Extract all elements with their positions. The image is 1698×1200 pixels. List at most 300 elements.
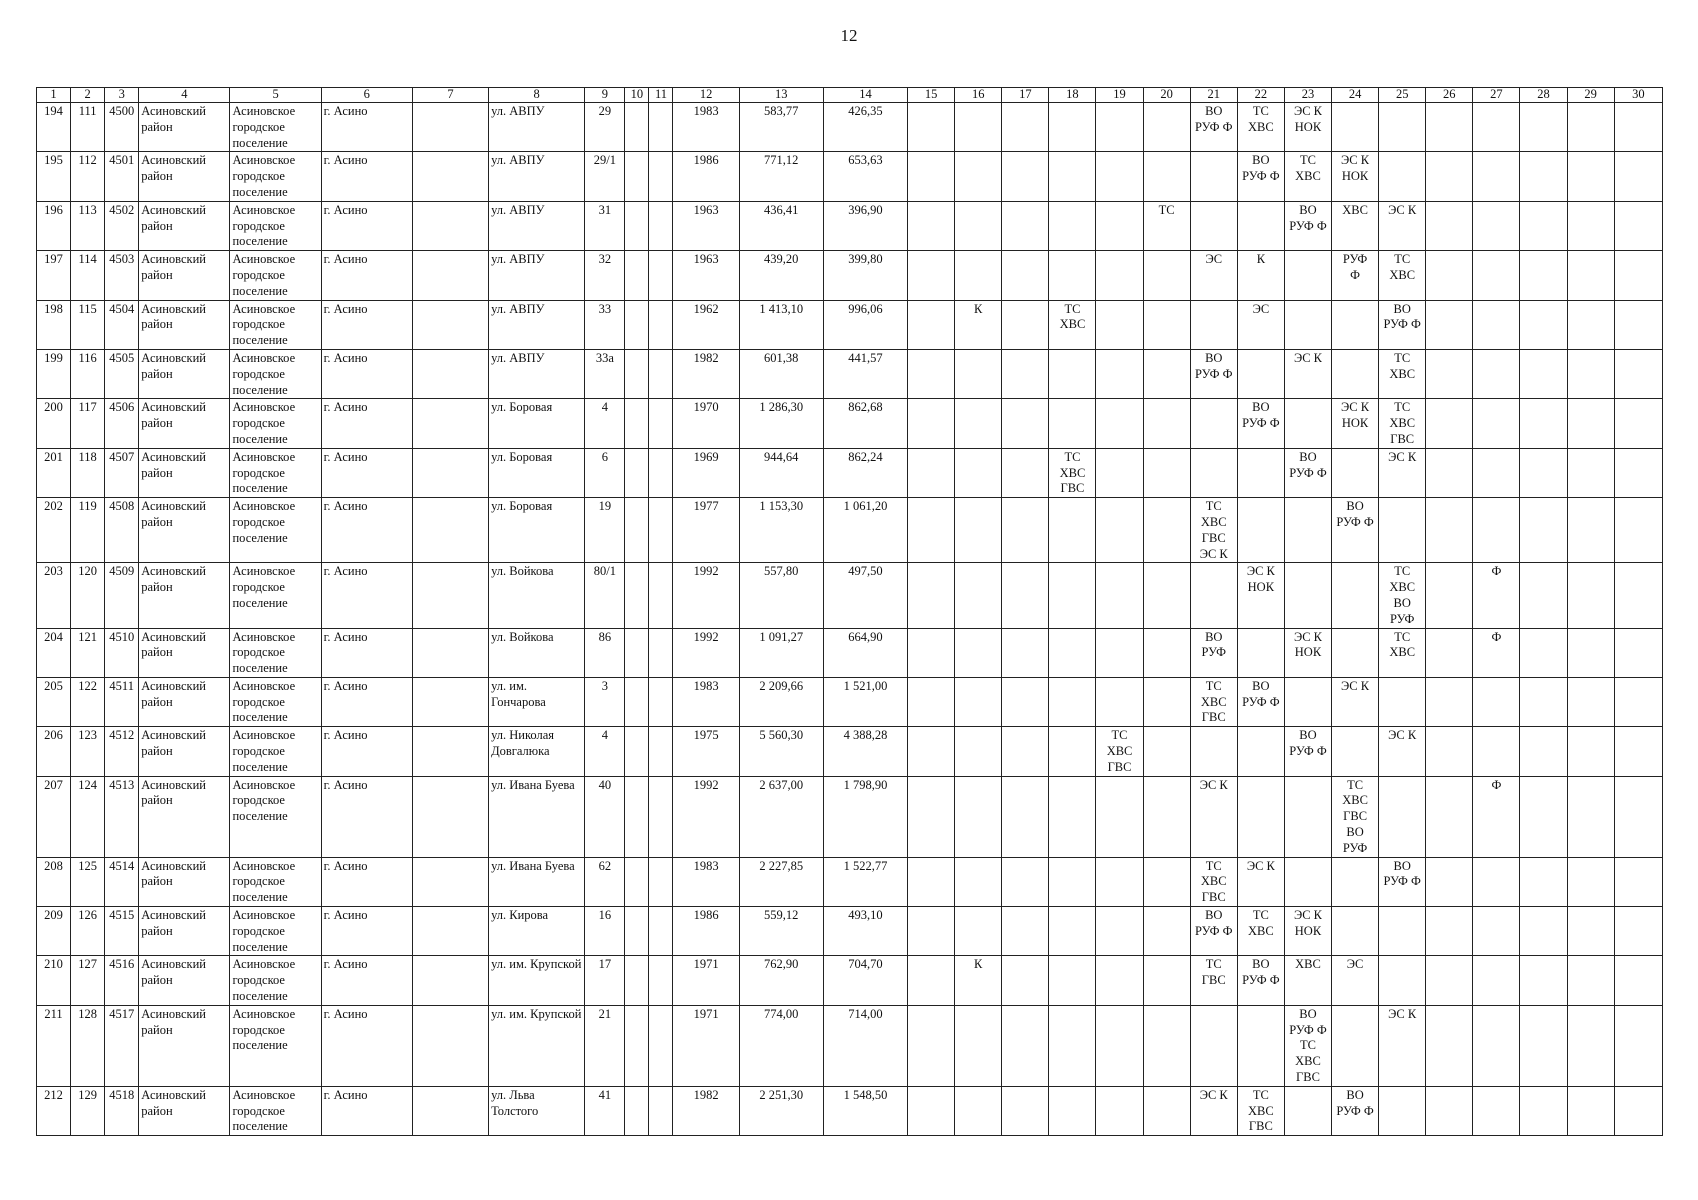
cell-c17	[1002, 448, 1049, 497]
cell-area_living: 1 061,20	[823, 498, 907, 563]
cell-c17	[1002, 907, 1049, 956]
cell-area_living: 996,06	[823, 300, 907, 349]
column-header-10: 10	[625, 88, 649, 103]
cell-c22: ЭС К	[1237, 857, 1284, 906]
cell-c26	[1426, 152, 1473, 201]
cell-c28	[1520, 251, 1567, 300]
cell-c18	[1049, 1086, 1096, 1135]
cell-city: г. Асино	[321, 677, 412, 726]
column-header-5: 5	[230, 88, 321, 103]
cell-c24: РУФ Ф	[1332, 251, 1379, 300]
cell-settlement: Асиновское городское поселение	[230, 349, 321, 398]
cell-c21	[1190, 152, 1237, 201]
cell-n2: 129	[71, 1086, 105, 1135]
cell-city: г. Асино	[321, 776, 412, 857]
cell-n1: 195	[37, 152, 71, 201]
cell-c20	[1143, 152, 1190, 201]
cell-area_total: 601,38	[739, 349, 823, 398]
cell-c16	[955, 857, 1002, 906]
cell-n1: 194	[37, 103, 71, 152]
cell-c15	[908, 677, 955, 726]
cell-c17	[1002, 201, 1049, 250]
cell-district: Асиновский район	[139, 1005, 230, 1086]
cell-c30	[1614, 628, 1662, 677]
cell-c24: ЭС К	[1332, 677, 1379, 726]
cell-c25: ТС ХВС	[1379, 628, 1426, 677]
cell-c27	[1473, 1005, 1520, 1086]
cell-blank11	[649, 103, 673, 152]
cell-house: 62	[585, 857, 625, 906]
cell-c19	[1096, 857, 1143, 906]
column-header-29: 29	[1567, 88, 1614, 103]
cell-c28	[1520, 727, 1567, 776]
cell-house: 21	[585, 1005, 625, 1086]
cell-c18	[1049, 776, 1096, 857]
cell-year: 1986	[673, 907, 739, 956]
cell-c26	[1426, 448, 1473, 497]
cell-c30	[1614, 677, 1662, 726]
cell-c24: ЭС К НОК	[1332, 152, 1379, 201]
cell-blank11	[649, 300, 673, 349]
cell-c24	[1332, 563, 1379, 628]
cell-n1: 200	[37, 399, 71, 448]
column-header-28: 28	[1520, 88, 1567, 103]
cell-n2: 113	[71, 201, 105, 250]
cell-c19	[1096, 103, 1143, 152]
cell-c18	[1049, 1005, 1096, 1086]
cell-year: 1970	[673, 399, 739, 448]
cell-blank7	[412, 1086, 488, 1135]
cell-c17	[1002, 857, 1049, 906]
column-header-8: 8	[489, 88, 585, 103]
cell-c15	[908, 498, 955, 563]
cell-blank10	[625, 201, 649, 250]
cell-district: Асиновский район	[139, 776, 230, 857]
table-row	[37, 251, 1663, 300]
cell-house: 19	[585, 498, 625, 563]
cell-n2: 115	[71, 300, 105, 349]
cell-n2: 117	[71, 399, 105, 448]
cell-house: 29	[585, 103, 625, 152]
cell-c18	[1049, 399, 1096, 448]
cell-c23: ВО РУФ Ф	[1284, 727, 1331, 776]
cell-blank10	[625, 448, 649, 497]
cell-c27	[1473, 152, 1520, 201]
cell-c23: ТС ХВС	[1284, 152, 1331, 201]
cell-house: 17	[585, 956, 625, 1005]
column-header-1: 1	[37, 88, 71, 103]
cell-n2: 116	[71, 349, 105, 398]
cell-blank10	[625, 152, 649, 201]
cell-c17	[1002, 349, 1049, 398]
cell-settlement: Асиновское городское поселение	[230, 103, 321, 152]
table-row	[37, 448, 1663, 497]
cell-n3: 4511	[105, 677, 139, 726]
cell-c20	[1143, 628, 1190, 677]
cell-c26	[1426, 399, 1473, 448]
cell-c30	[1614, 857, 1662, 906]
cell-area_living: 1 522,77	[823, 857, 907, 906]
cell-c30	[1614, 498, 1662, 563]
cell-c17	[1002, 677, 1049, 726]
cell-c22: ТС ХВС	[1237, 103, 1284, 152]
cell-c18: ТС ХВС ГВС	[1049, 448, 1096, 497]
cell-c28	[1520, 956, 1567, 1005]
cell-c25	[1379, 103, 1426, 152]
cell-c16	[955, 1086, 1002, 1135]
cell-c22: К	[1237, 251, 1284, 300]
column-header-12: 12	[673, 88, 739, 103]
cell-house: 4	[585, 399, 625, 448]
cell-c30	[1614, 251, 1662, 300]
cell-settlement: Асиновское городское поселение	[230, 448, 321, 497]
cell-n1: 199	[37, 349, 71, 398]
cell-c17	[1002, 727, 1049, 776]
cell-c25: ЭС К	[1379, 1005, 1426, 1086]
cell-n1: 206	[37, 727, 71, 776]
cell-n3: 4516	[105, 956, 139, 1005]
cell-blank10	[625, 563, 649, 628]
cell-c20	[1143, 956, 1190, 1005]
cell-c15	[908, 1005, 955, 1086]
cell-c25	[1379, 1086, 1426, 1135]
cell-blank7	[412, 727, 488, 776]
cell-c23	[1284, 563, 1331, 628]
cell-settlement: Асиновское городское поселение	[230, 776, 321, 857]
cell-city: г. Асино	[321, 857, 412, 906]
cell-district: Асиновский район	[139, 1086, 230, 1135]
cell-street: ул. Льва Толстого	[489, 1086, 585, 1135]
cell-settlement: Асиновское городское поселение	[230, 907, 321, 956]
cell-c16	[955, 448, 1002, 497]
cell-blank11	[649, 399, 673, 448]
cell-district: Асиновский район	[139, 300, 230, 349]
cell-c18	[1049, 677, 1096, 726]
cell-c21: ТС ХВС ГВС	[1190, 677, 1237, 726]
cell-c23: ЭС К НОК	[1284, 628, 1331, 677]
cell-c23: ВО РУФ Ф	[1284, 201, 1331, 250]
column-header-16: 16	[955, 88, 1002, 103]
cell-c29	[1567, 103, 1614, 152]
cell-c18	[1049, 563, 1096, 628]
cell-n3: 4504	[105, 300, 139, 349]
cell-city: г. Асино	[321, 956, 412, 1005]
cell-c23	[1284, 776, 1331, 857]
cell-blank11	[649, 201, 673, 250]
cell-c19	[1096, 907, 1143, 956]
cell-c20	[1143, 727, 1190, 776]
cell-c24	[1332, 1005, 1379, 1086]
cell-settlement: Асиновское городское поселение	[230, 399, 321, 448]
cell-c20	[1143, 300, 1190, 349]
cell-blank10	[625, 628, 649, 677]
cell-c27	[1473, 201, 1520, 250]
cell-c15	[908, 563, 955, 628]
cell-district: Асиновский район	[139, 399, 230, 448]
cell-blank10	[625, 677, 649, 726]
cell-settlement: Асиновское городское поселение	[230, 677, 321, 726]
cell-c24	[1332, 857, 1379, 906]
cell-n2: 126	[71, 907, 105, 956]
cell-c19	[1096, 349, 1143, 398]
cell-house: 6	[585, 448, 625, 497]
cell-blank7	[412, 907, 488, 956]
cell-c15	[908, 448, 955, 497]
cell-street: ул. АВПУ	[489, 349, 585, 398]
cell-area_living: 862,68	[823, 399, 907, 448]
cell-c23	[1284, 300, 1331, 349]
cell-c24: ВО РУФ Ф	[1332, 1086, 1379, 1135]
cell-c21	[1190, 399, 1237, 448]
cell-n3: 4509	[105, 563, 139, 628]
cell-c29	[1567, 907, 1614, 956]
cell-n2: 119	[71, 498, 105, 563]
cell-c15	[908, 152, 955, 201]
cell-street: ул. АВПУ	[489, 201, 585, 250]
cell-street: ул. Ивана Буева	[489, 776, 585, 857]
cell-n2: 121	[71, 628, 105, 677]
cell-c29	[1567, 563, 1614, 628]
cell-area_living: 4 388,28	[823, 727, 907, 776]
cell-c21	[1190, 300, 1237, 349]
cell-c18	[1049, 727, 1096, 776]
cell-c24: ВО РУФ Ф	[1332, 498, 1379, 563]
cell-blank7	[412, 300, 488, 349]
cell-c18	[1049, 251, 1096, 300]
cell-c16	[955, 907, 1002, 956]
cell-c26	[1426, 251, 1473, 300]
cell-c24	[1332, 907, 1379, 956]
cell-c18	[1049, 857, 1096, 906]
cell-area_total: 2 227,85	[739, 857, 823, 906]
cell-c22	[1237, 628, 1284, 677]
cell-year: 1969	[673, 448, 739, 497]
cell-c27: Ф	[1473, 628, 1520, 677]
cell-c29	[1567, 498, 1614, 563]
cell-c20	[1143, 251, 1190, 300]
cell-blank11	[649, 563, 673, 628]
table-row	[37, 956, 1663, 1005]
cell-city: г. Асино	[321, 907, 412, 956]
cell-c15	[908, 399, 955, 448]
table-row	[37, 628, 1663, 677]
cell-n3: 4501	[105, 152, 139, 201]
cell-c22: ТС ХВС	[1237, 907, 1284, 956]
cell-c28	[1520, 628, 1567, 677]
cell-n3: 4515	[105, 907, 139, 956]
cell-c28	[1520, 498, 1567, 563]
cell-street: ул. АВПУ	[489, 103, 585, 152]
cell-c25	[1379, 956, 1426, 1005]
column-header-25: 25	[1379, 88, 1426, 103]
cell-c30	[1614, 956, 1662, 1005]
cell-n3: 4518	[105, 1086, 139, 1135]
cell-c16	[955, 727, 1002, 776]
cell-n1: 198	[37, 300, 71, 349]
column-header-9: 9	[585, 88, 625, 103]
cell-c25	[1379, 677, 1426, 726]
cell-c29	[1567, 201, 1614, 250]
cell-district: Асиновский район	[139, 907, 230, 956]
cell-c24	[1332, 448, 1379, 497]
cell-n3: 4514	[105, 857, 139, 906]
cell-settlement: Асиновское городское поселение	[230, 1005, 321, 1086]
cell-blank11	[649, 907, 673, 956]
cell-settlement: Асиновское городское поселение	[230, 956, 321, 1005]
cell-blank10	[625, 399, 649, 448]
cell-c18	[1049, 498, 1096, 563]
cell-c21	[1190, 201, 1237, 250]
cell-area_living: 862,24	[823, 448, 907, 497]
cell-c21: ВО РУФ Ф	[1190, 349, 1237, 398]
cell-c26	[1426, 776, 1473, 857]
cell-year: 1992	[673, 563, 739, 628]
cell-c21: ТС ХВС ГВС	[1190, 857, 1237, 906]
cell-blank7	[412, 103, 488, 152]
cell-c19	[1096, 1086, 1143, 1135]
cell-c15	[908, 1086, 955, 1135]
table-row	[37, 399, 1663, 448]
cell-city: г. Асино	[321, 448, 412, 497]
cell-c29	[1567, 251, 1614, 300]
cell-blank11	[649, 152, 673, 201]
cell-c23	[1284, 399, 1331, 448]
cell-n1: 211	[37, 1005, 71, 1086]
cell-c15	[908, 727, 955, 776]
cell-c23	[1284, 677, 1331, 726]
cell-c21: ЭС К	[1190, 1086, 1237, 1135]
cell-c20	[1143, 349, 1190, 398]
cell-district: Асиновский район	[139, 349, 230, 398]
cell-street: ул. им. Крупской	[489, 956, 585, 1005]
cell-c24: ЭС	[1332, 956, 1379, 1005]
cell-blank10	[625, 1086, 649, 1135]
cell-c16	[955, 498, 1002, 563]
cell-c26	[1426, 201, 1473, 250]
column-header-30: 30	[1614, 88, 1662, 103]
table-row	[37, 677, 1663, 726]
cell-c19	[1096, 563, 1143, 628]
cell-street: ул. АВПУ	[489, 300, 585, 349]
cell-blank11	[649, 677, 673, 726]
cell-c19	[1096, 448, 1143, 497]
cell-c21	[1190, 1005, 1237, 1086]
cell-district: Асиновский район	[139, 152, 230, 201]
cell-c25: ТС ХВС	[1379, 251, 1426, 300]
cell-area_living: 664,90	[823, 628, 907, 677]
cell-year: 1962	[673, 300, 739, 349]
cell-c17	[1002, 956, 1049, 1005]
cell-city: г. Асино	[321, 1086, 412, 1135]
cell-c22: ВО РУФ Ф	[1237, 677, 1284, 726]
cell-settlement: Асиновское городское поселение	[230, 727, 321, 776]
cell-area_total: 1 153,30	[739, 498, 823, 563]
cell-c30	[1614, 448, 1662, 497]
cell-c27	[1473, 251, 1520, 300]
cell-house: 33	[585, 300, 625, 349]
table-row	[37, 498, 1663, 563]
cell-c19	[1096, 201, 1143, 250]
cell-year: 1992	[673, 776, 739, 857]
cell-c28	[1520, 448, 1567, 497]
cell-c15	[908, 201, 955, 250]
cell-c22	[1237, 201, 1284, 250]
cell-year: 1983	[673, 103, 739, 152]
cell-blank7	[412, 201, 488, 250]
cell-c16	[955, 1005, 1002, 1086]
cell-year: 1971	[673, 956, 739, 1005]
cell-c21: ВО РУФ Ф	[1190, 103, 1237, 152]
column-header-22: 22	[1237, 88, 1284, 103]
cell-c23	[1284, 1086, 1331, 1135]
cell-c25	[1379, 498, 1426, 563]
cell-year: 1977	[673, 498, 739, 563]
cell-c28	[1520, 907, 1567, 956]
cell-c15	[908, 857, 955, 906]
cell-c26	[1426, 300, 1473, 349]
cell-district: Асиновский район	[139, 448, 230, 497]
cell-c22	[1237, 727, 1284, 776]
cell-c21	[1190, 727, 1237, 776]
cell-settlement: Асиновское городское поселение	[230, 498, 321, 563]
cell-c25	[1379, 152, 1426, 201]
cell-area_total: 1 413,10	[739, 300, 823, 349]
cell-c20	[1143, 448, 1190, 497]
cell-n1: 212	[37, 1086, 71, 1135]
cell-year: 1992	[673, 628, 739, 677]
cell-n3: 4507	[105, 448, 139, 497]
cell-blank7	[412, 349, 488, 398]
cell-c27: Ф	[1473, 563, 1520, 628]
cell-n3: 4517	[105, 1005, 139, 1086]
cell-c26	[1426, 857, 1473, 906]
cell-c27	[1473, 448, 1520, 497]
cell-c19	[1096, 628, 1143, 677]
cell-c22	[1237, 349, 1284, 398]
cell-c27	[1473, 349, 1520, 398]
cell-area_total: 774,00	[739, 1005, 823, 1086]
cell-settlement: Асиновское городское поселение	[230, 201, 321, 250]
column-header-23: 23	[1284, 88, 1331, 103]
cell-c27	[1473, 498, 1520, 563]
cell-area_total: 436,41	[739, 201, 823, 250]
cell-blank11	[649, 498, 673, 563]
cell-settlement: Асиновское городское поселение	[230, 857, 321, 906]
cell-blank10	[625, 349, 649, 398]
cell-blank7	[412, 448, 488, 497]
cell-n2: 124	[71, 776, 105, 857]
cell-n2: 114	[71, 251, 105, 300]
cell-c28	[1520, 857, 1567, 906]
cell-c28	[1520, 201, 1567, 250]
cell-area_living: 396,90	[823, 201, 907, 250]
cell-blank7	[412, 857, 488, 906]
cell-c19	[1096, 251, 1143, 300]
cell-c22: ВО РУФ Ф	[1237, 152, 1284, 201]
column-header-18: 18	[1049, 88, 1096, 103]
table-row	[37, 727, 1663, 776]
table-row	[37, 776, 1663, 857]
column-header-11: 11	[649, 88, 673, 103]
cell-c20	[1143, 677, 1190, 726]
column-header-27: 27	[1473, 88, 1520, 103]
cell-c20	[1143, 776, 1190, 857]
cell-settlement: Асиновское городское поселение	[230, 300, 321, 349]
cell-c15	[908, 103, 955, 152]
cell-area_living: 714,00	[823, 1005, 907, 1086]
cell-c16: К	[955, 956, 1002, 1005]
cell-c19	[1096, 776, 1143, 857]
